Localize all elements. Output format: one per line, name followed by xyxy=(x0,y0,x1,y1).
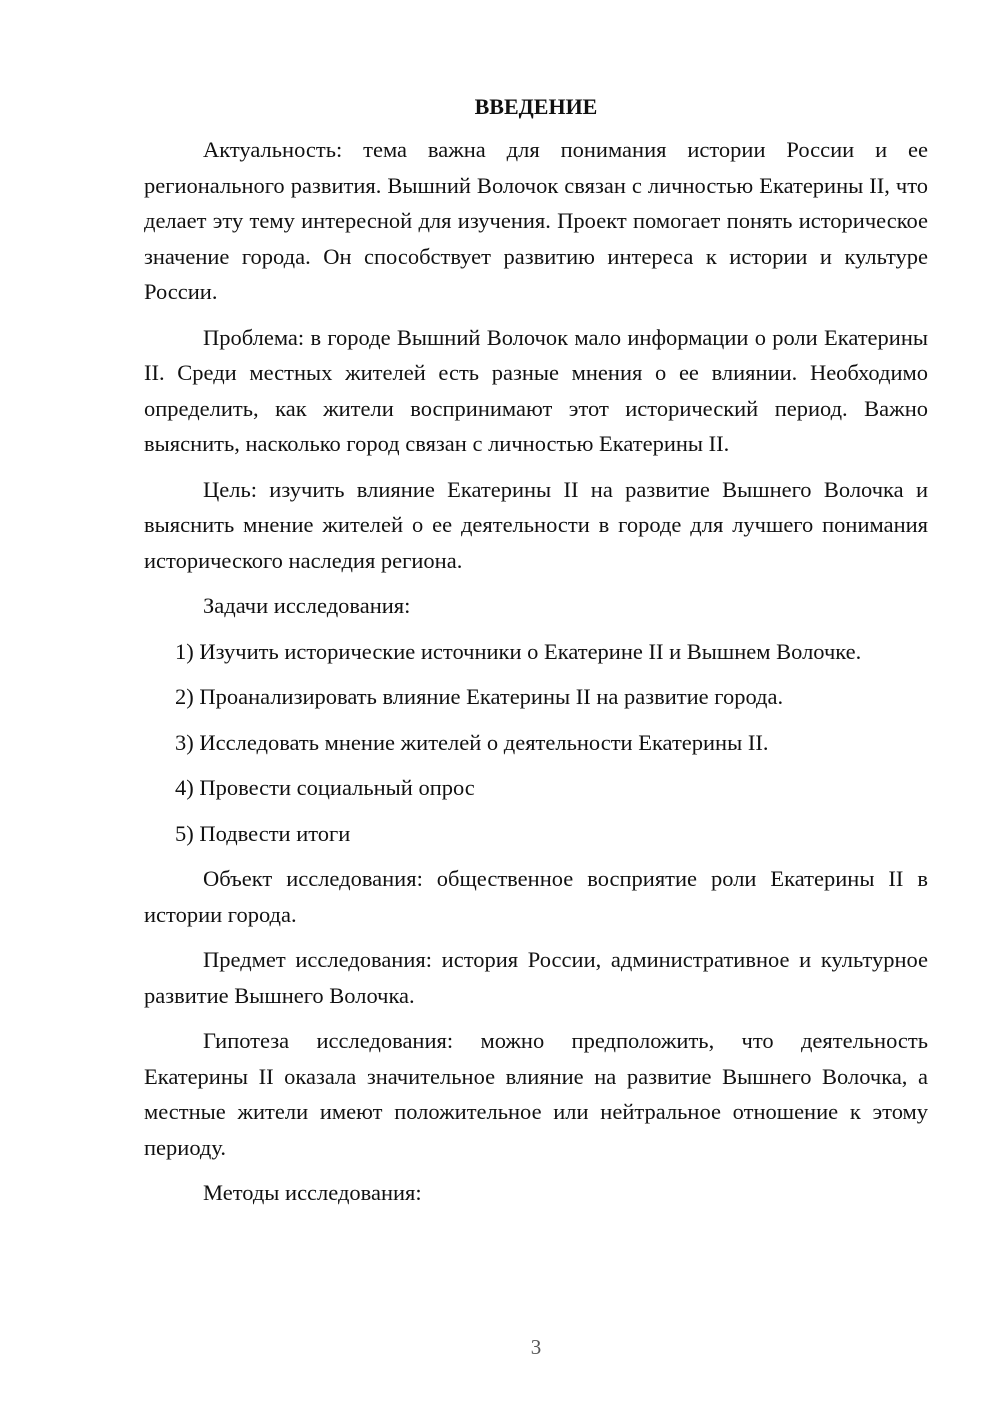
task-item: 1) Изучить исторические источники о Екатерине II и Вышнем Волочке. xyxy=(175,638,862,664)
object-paragraph: Объект исследования: общественное восприятие роли Екатерины II в истории города. xyxy=(144,866,928,927)
task-item: 5) Подвести итоги xyxy=(175,820,351,846)
task-item: 3) Исследовать мнение жителей о деятельности Екатерины II. xyxy=(175,729,769,755)
tasks-heading: Задачи исследования: xyxy=(203,593,411,618)
task-item: 2) Проанализировать влияние Екатерины II на развитие города. xyxy=(175,684,784,709)
hypothesis-paragraph: Гипотеза исследования: можно предположить, что деятельность Екатерины II оказала значительное влияние на развитие Вышнего Волочка, а местные жители имеют положительное или нейтральное отношение к этому периоду. xyxy=(144,1028,928,1160)
relevance-paragraph: Актуальность: тема важна для понимания истории России и ее регионального развития. Вышний Волочок связан с личностью Екатерины II, что делает эту тему интересной для изучения. Проект помогает понять историческое значение города. Он способствует развитию интереса к истории и культуре России. xyxy=(144,137,928,304)
goal-paragraph: Цель: изучить влияние Екатерины II на развитие Вышнего Волочка и выяснить мнение жителей о ее деятельности в городе для лучшего понимания исторического наследия региона. xyxy=(144,476,928,573)
methods-heading: Методы исследования: xyxy=(203,1180,422,1205)
document-page xyxy=(144,92,928,1221)
page-number: 3 xyxy=(530,1335,542,1359)
problem-paragraph: Проблема: в городе Вышний Волочок мало информации о роли Екатерины II. Среди местных жителей есть разные мнения о ее влиянии. Необходимо определить, как жители воспринимают этот исторический период. Важно выяснить, насколько город связан с личностью Екатерины II. xyxy=(144,324,928,456)
section-title: ВВЕДЕНИЕ xyxy=(474,94,598,119)
task-item: 4) Провести социальный опрос xyxy=(175,775,475,800)
subject-paragraph: Предмет исследования: история России, административное и культурное развитие Вышнего Волочка. xyxy=(144,947,928,1008)
